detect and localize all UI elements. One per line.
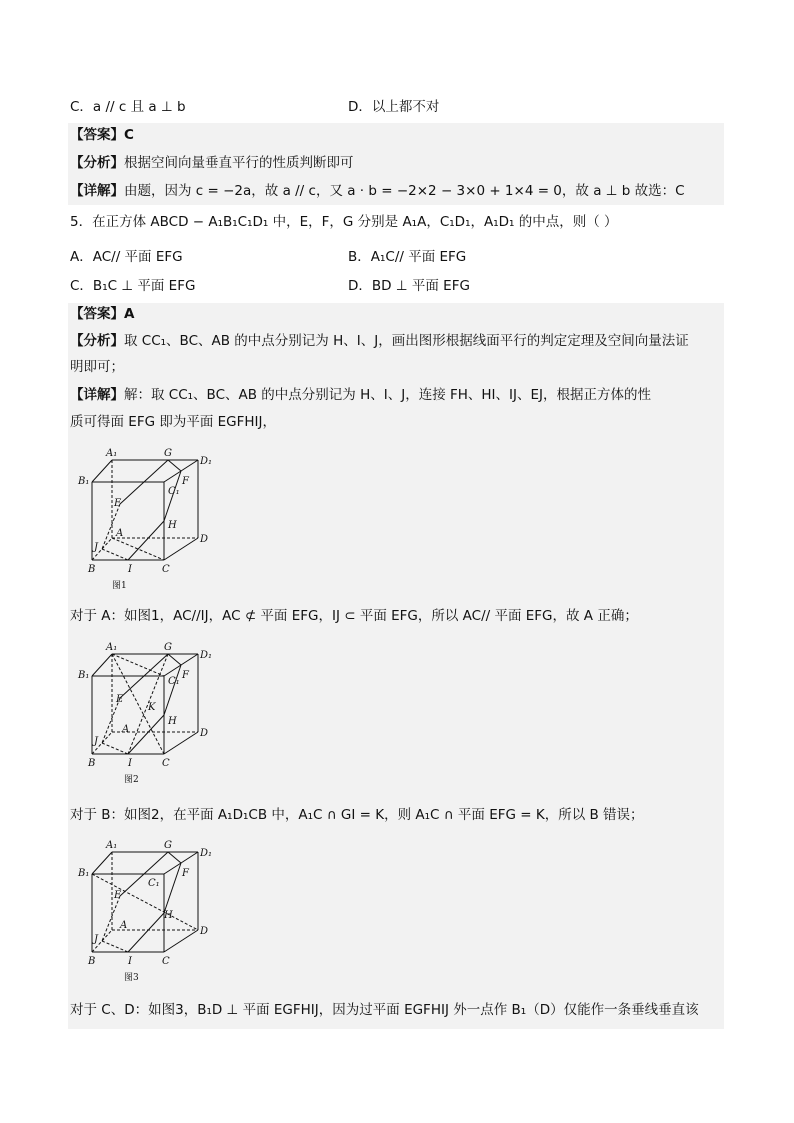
label-H: H: [168, 520, 177, 531]
answer-tag: 【答案】: [70, 127, 124, 143]
label-H: H: [164, 910, 173, 921]
answer-value: A: [124, 306, 135, 322]
label-F: F: [182, 670, 189, 681]
label-D1: D₁: [200, 650, 213, 661]
label-A1: A₁: [106, 448, 118, 459]
label-E: E: [116, 694, 124, 705]
figure-2-caption: 图2: [124, 775, 139, 785]
statement-cd: 对于 C、D：如图3，B₁D ⊥ 平面 EGFHIJ，因为过平面 EGFHIJ 外一点作 B₁（D）仅能作一条垂线垂直该: [70, 1002, 699, 1018]
label-C1: C₁: [168, 486, 180, 497]
label-B: B: [88, 564, 96, 575]
label-B1: B₁: [78, 476, 90, 487]
label-I: I: [128, 956, 132, 967]
analysis-text: 根据空间向量垂直平行的性质判断即可: [124, 155, 354, 171]
q5-option-d: D．BD ⊥ 平面 EFG: [348, 278, 470, 294]
detail-tag: 【详解】: [70, 387, 124, 403]
label-D: D: [200, 926, 209, 937]
q5-analysis-line1: [70, 331, 689, 351]
cube-figure-2: [76, 640, 226, 788]
label-F: F: [182, 476, 189, 487]
statement-a: 对于 A：如图1，AC//IJ，AC ⊄ 平面 EFG，IJ ⊂ 平面 EFG，所以 AC// 平面 EFG，故 A 正确；: [70, 608, 638, 624]
label-C: C: [162, 758, 170, 769]
label-G: G: [164, 448, 172, 459]
label-D1: D₁: [200, 848, 213, 859]
detail-text: 解：取 CC₁、BC、AB 的中点分别记为 H、I、J，连接 FH、HI、IJ、EJ，根据正方体的性: [124, 387, 652, 403]
label-A: A: [116, 528, 124, 539]
label-K: K: [148, 702, 156, 713]
q5-detail-line1: [70, 385, 651, 405]
answer-tag: 【答案】: [70, 306, 124, 322]
label-A1: A₁: [106, 642, 118, 653]
label-H: H: [168, 716, 177, 727]
q5-option-c: C．B₁C ⊥ 平面 EFG: [70, 278, 196, 294]
label-C1: C₁: [148, 878, 160, 889]
label-B1: B₁: [78, 868, 90, 879]
label-C: C: [162, 956, 170, 967]
label-I: I: [128, 758, 132, 769]
label-E: E: [114, 890, 122, 901]
label-I: I: [128, 564, 132, 575]
label-A1: A₁: [106, 840, 118, 851]
label-A: A: [122, 724, 130, 735]
label-D: D: [200, 534, 209, 545]
statement-b: 对于 B：如图2，在平面 A₁D₁CB 中，A₁C ∩ GI = K，则 A₁C ∩ 平面 EFG = K，所以 B 错误；: [70, 807, 644, 823]
q5-option-b: B．A₁C// 平面 EFG: [348, 249, 467, 265]
q5-analysis-line2: 明即可；: [70, 359, 124, 375]
detail-text: 由题，因为 c = −2a，故 a // c，又 a · b = −2×2 − 3×0 + 1×4 = 0，故 a ⊥ b 故选：C: [124, 183, 685, 199]
label-E: E: [114, 498, 122, 509]
label-J: J: [94, 736, 99, 747]
q5-stem: 5．在正方体 ABCD − A₁B₁C₁D₁ 中，E，F，G 分别是 A₁A，C₁D₁，A₁D₁ 的中点，则（ ）: [70, 214, 618, 230]
label-D1: D₁: [200, 456, 213, 467]
figure-3-caption: 图3: [124, 973, 139, 983]
label-G: G: [164, 840, 172, 851]
label-D: D: [200, 728, 209, 739]
label-B1: B₁: [78, 670, 90, 681]
label-C: C: [162, 564, 170, 575]
answer-value: C: [124, 127, 134, 143]
label-B: B: [88, 956, 96, 967]
q4-detail: [70, 181, 685, 201]
q4-option-c: C．a // c 且 a ⊥ b: [70, 99, 186, 115]
analysis-tag: 【分析】: [70, 333, 124, 349]
cube-figure-3: [76, 838, 226, 986]
cube-figure-1: [76, 446, 226, 594]
q4-option-d: D．以上都不对: [348, 99, 440, 115]
label-J: J: [94, 542, 99, 553]
label-J: J: [94, 934, 99, 945]
analysis-text: 取 CC₁、BC、AB 的中点分别记为 H、I、J，画出图形根据线面平行的判定定理及空间向量法证: [124, 333, 689, 349]
label-F: F: [182, 868, 189, 879]
q5-option-a: A．AC// 平面 EFG: [70, 249, 183, 265]
q5-answer: [70, 304, 134, 324]
q4-answer: [70, 125, 134, 145]
label-G: G: [164, 642, 172, 653]
q4-analysis: [70, 153, 354, 173]
label-B: B: [88, 758, 96, 769]
label-A: A: [120, 920, 128, 931]
label-C1: C₁: [168, 676, 180, 687]
figure-1-caption: 图1: [112, 581, 127, 591]
detail-tag: 【详解】: [70, 183, 124, 199]
analysis-tag: 【分析】: [70, 155, 124, 171]
q5-detail-line2: 质可得面 EFG 即为平面 EGFHIJ，: [70, 414, 276, 430]
